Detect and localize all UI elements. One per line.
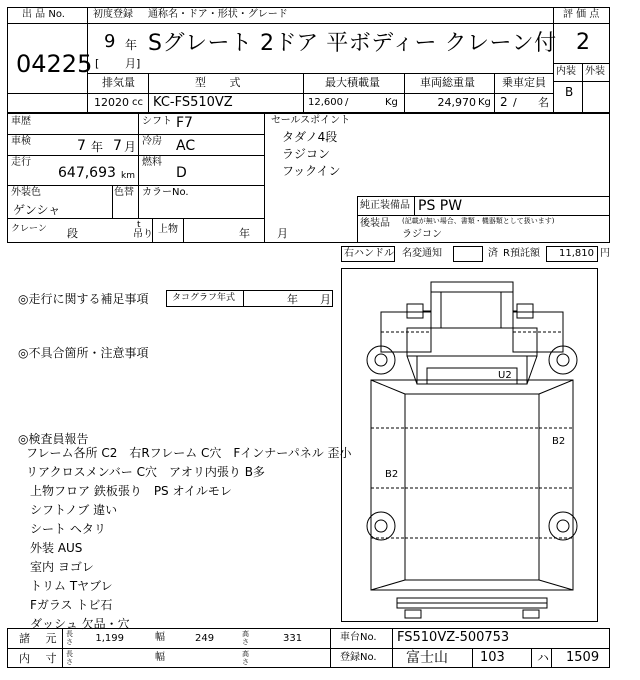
chassis-label: 車台No. [340, 632, 377, 643]
recycle-label: R預託額 [503, 248, 540, 259]
aftermarket-note: (記載が無い場合、書類・機器類として扱います) [402, 217, 555, 225]
inspection-month: 7 [113, 138, 122, 154]
max-load-label: 最大積載量 [325, 76, 380, 89]
damage-mark: B2 [385, 469, 399, 480]
crane-stage-unit: 段 [67, 227, 78, 240]
rating-label: 評 価 点 [563, 9, 600, 20]
inspector-line: 上物フロア 鉄板張り PS オイルモレ [30, 484, 232, 498]
capacity: 2 [500, 95, 508, 109]
rhd: 右ハンドル [344, 248, 394, 259]
ac: AC [176, 138, 196, 154]
vehicle-desc: Sグレート 2ドア 平ボディー クレーン付 [148, 31, 557, 56]
fuel-label: 燃料 [142, 157, 162, 168]
shift: F7 [176, 115, 193, 131]
capacity-sep: / [513, 96, 517, 109]
gross-weight: 24,970 [437, 96, 476, 109]
tacho-heading: ◎走行に関する補足事項 [18, 292, 149, 306]
max-load-unit: Kg [385, 97, 398, 108]
history-label: 車歴 [11, 116, 31, 127]
model-label: 型 式 [195, 76, 251, 89]
inspector-line: トリム Tヤブレ [30, 579, 113, 593]
width-label-2: 幅 [155, 652, 165, 663]
gross-weight-unit: Kg [478, 97, 491, 108]
crane-label: クレーン [11, 224, 47, 234]
length: 1,199 [95, 633, 124, 644]
gross-weight-label: 車両総重量 [420, 76, 475, 89]
inspector-line: フレーム各所 C2 右Rフレーム C穴 Fインナーパネル 歪小 [26, 446, 352, 460]
height: 331 [283, 633, 303, 644]
month-open: [ [95, 57, 100, 70]
mileage: 647,693 [58, 165, 116, 181]
exterior-label: 外装 [585, 66, 605, 77]
color-no-label: 色替 [114, 187, 134, 198]
defects-heading: ◎不具合箇所・注意事項 [18, 346, 149, 360]
damage-mark: U2 [498, 370, 512, 381]
recycle-amount: 11,810 [559, 248, 594, 259]
tacho-month-unit: 月 [320, 293, 331, 306]
inspector-line: Fガラス トビ石 [30, 598, 113, 612]
genuine-label: 純正装備品 [360, 200, 410, 211]
length-label: 長さ [66, 630, 73, 646]
crane-ton-small: t [137, 220, 141, 230]
mileage-unit: km [121, 171, 135, 181]
plate-class: 103 [480, 650, 505, 665]
inspector-heading: ◎検査員報告 [18, 432, 89, 446]
height-label: 高さ [242, 630, 249, 646]
plate-label: 登録No. [340, 652, 377, 663]
tacho-label: タコグラフ年式 [172, 293, 236, 303]
interior-dims-label: 内 寸 [19, 652, 63, 665]
fuel: D [176, 165, 187, 181]
capacity-label: 乗車定員 [502, 76, 546, 89]
name-change-label: 名変通知 [402, 248, 442, 259]
max-load-sep: / [345, 97, 349, 108]
sales-point-item: フックイン [282, 164, 341, 178]
model: KC-FS510VZ [153, 95, 233, 110]
max-load: 12,600 [308, 97, 343, 108]
rating-value: 2 [576, 30, 590, 55]
aftermarket: ラジコン [402, 229, 442, 240]
damage-mark: B2 [552, 436, 566, 447]
shift-label: シフト [142, 116, 172, 127]
displacement-label: 排気量 [102, 76, 135, 89]
recycle-prefix: 済 [488, 248, 498, 259]
mileage-label: 走行 [11, 157, 31, 168]
inspector-line: ダッシュ 欠品・穴 [30, 617, 130, 631]
displacement: 12020 [94, 96, 129, 109]
genuine: PS PW [418, 198, 463, 214]
width-label: 幅 [155, 632, 165, 643]
interior-label: 内装 [556, 66, 576, 77]
inspector-line: 室内 ヨゴレ [30, 560, 94, 574]
ext-color: ゲンシャ [13, 203, 61, 217]
aftermarket-label: 後装品 [360, 218, 390, 229]
color-no-label2: カラーNo. [142, 187, 189, 198]
first-reg-year: 9 [104, 31, 116, 52]
sales-point-item: ラジコン [282, 147, 331, 161]
width: 249 [195, 633, 215, 644]
interior-grade: B [565, 85, 574, 99]
displacement-unit: cc [132, 97, 143, 108]
tacho-year-unit: 年 [287, 293, 298, 306]
plate-kana: ハ [537, 651, 550, 665]
sales-points-label: セールスポイント [271, 115, 351, 126]
crane-month-unit: 月 [277, 227, 288, 240]
inspection-year: 7 [77, 138, 86, 154]
chassis: FS510VZ-500753 [397, 630, 510, 645]
lot-no: 04225 [16, 50, 93, 78]
ac-label: 冷房 [142, 136, 162, 147]
first-reg-label: 初度登録 [93, 9, 133, 20]
length-label-2: 長さ [66, 650, 73, 666]
month-close: 月] [125, 57, 141, 70]
plate-region: 富士山 [406, 650, 448, 666]
lot-no-label: 出 品 No. [22, 9, 65, 20]
dims-label: 諸 元 [19, 632, 63, 645]
inspection-year-unit: 年 [91, 140, 104, 154]
name-change-box [453, 246, 483, 262]
inspector-line: 外装 AUS [30, 541, 83, 555]
sales-point-item: タダノ4段 [282, 130, 338, 144]
crane-year-label: 上物 [158, 224, 178, 235]
inspection-label: 車検 [11, 136, 31, 147]
ext-color-label: 外装色 [11, 187, 41, 198]
crane-year-unit: 年 [239, 227, 250, 240]
inspector-line: リアクロスメンバー C穴 アオリ内張り B多 [26, 465, 265, 479]
inspector-line: シフトノブ 違い [30, 503, 118, 517]
recycle-unit: 円 [600, 248, 610, 259]
crane-hook-unit: 吊り [133, 229, 153, 240]
height-label-2: 高さ [242, 650, 249, 666]
vehicle-desc-label: 通称名・ドア・形状・グレード [148, 9, 288, 20]
year-unit: 年 [125, 38, 138, 52]
inspection-month-unit: 月 [124, 140, 137, 154]
plate-number: 1509 [566, 650, 600, 665]
inspector-line: シート ヘタリ [30, 522, 106, 536]
capacity-unit: 名 [538, 96, 549, 109]
